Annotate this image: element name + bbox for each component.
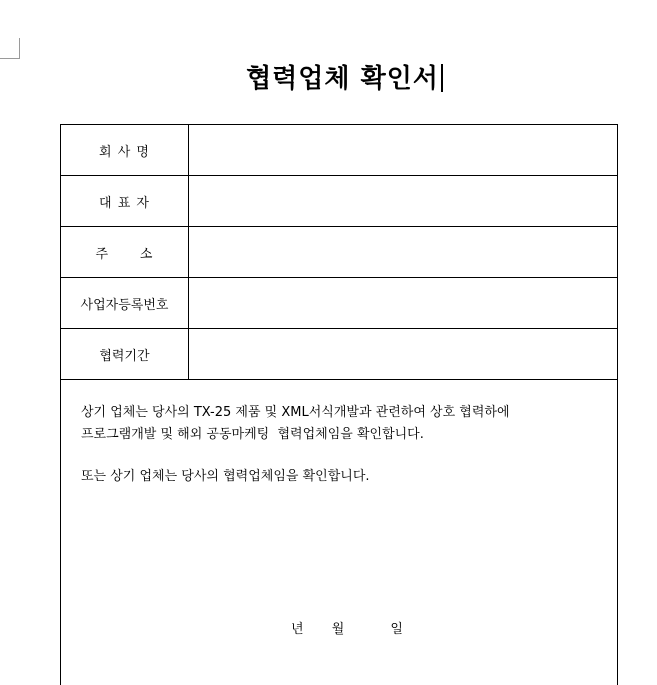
value-representative[interactable]: [189, 176, 618, 227]
table-row-body: [61, 380, 618, 685]
label-representative: 대 표 자: [61, 176, 189, 227]
table-row-company-name: [61, 125, 618, 176]
label-address-text: 주 소: [96, 247, 154, 262]
body-line-1: 상기 업체는 당사의 TX-25 제품 및 XML서식개발과 관련하여 상호 협력하에: [81, 402, 510, 424]
value-company-name[interactable]: [189, 125, 618, 176]
document-title-text: 협력업체 확인서: [246, 64, 439, 94]
text-cursor: [441, 64, 443, 92]
page-corner-marker: [0, 38, 20, 58]
date-day-label: 일: [390, 618, 403, 637]
document-title[interactable]: [0, 58, 657, 95]
body-cell[interactable]: [61, 380, 618, 685]
label-address: [61, 227, 189, 278]
label-cooperation-period: 협력기간: [61, 329, 189, 380]
table-row-address: [61, 227, 618, 278]
table-row-business-number: [61, 278, 618, 329]
date-year-label: 년: [291, 618, 304, 637]
body-text: [81, 402, 510, 488]
body-line-3: 또는 상기 업체는 당사의 협력업체임을 확인합니다.: [81, 466, 510, 488]
body-line-2: 프로그램개발 및 해외 공동마케팅 협력업체임을 확인합니다.: [81, 424, 510, 446]
table-row-representative: [61, 176, 618, 227]
value-cooperation-period[interactable]: [189, 329, 618, 380]
date-line: [291, 618, 403, 637]
confirmation-form-table: [60, 124, 618, 685]
table-row-cooperation-period: [61, 329, 618, 380]
label-company-name: 회 사 명: [61, 125, 189, 176]
date-month-label: 월: [332, 618, 345, 637]
label-business-number: 사업자등록번호: [61, 278, 189, 329]
value-address[interactable]: [189, 227, 618, 278]
value-business-number[interactable]: [189, 278, 618, 329]
